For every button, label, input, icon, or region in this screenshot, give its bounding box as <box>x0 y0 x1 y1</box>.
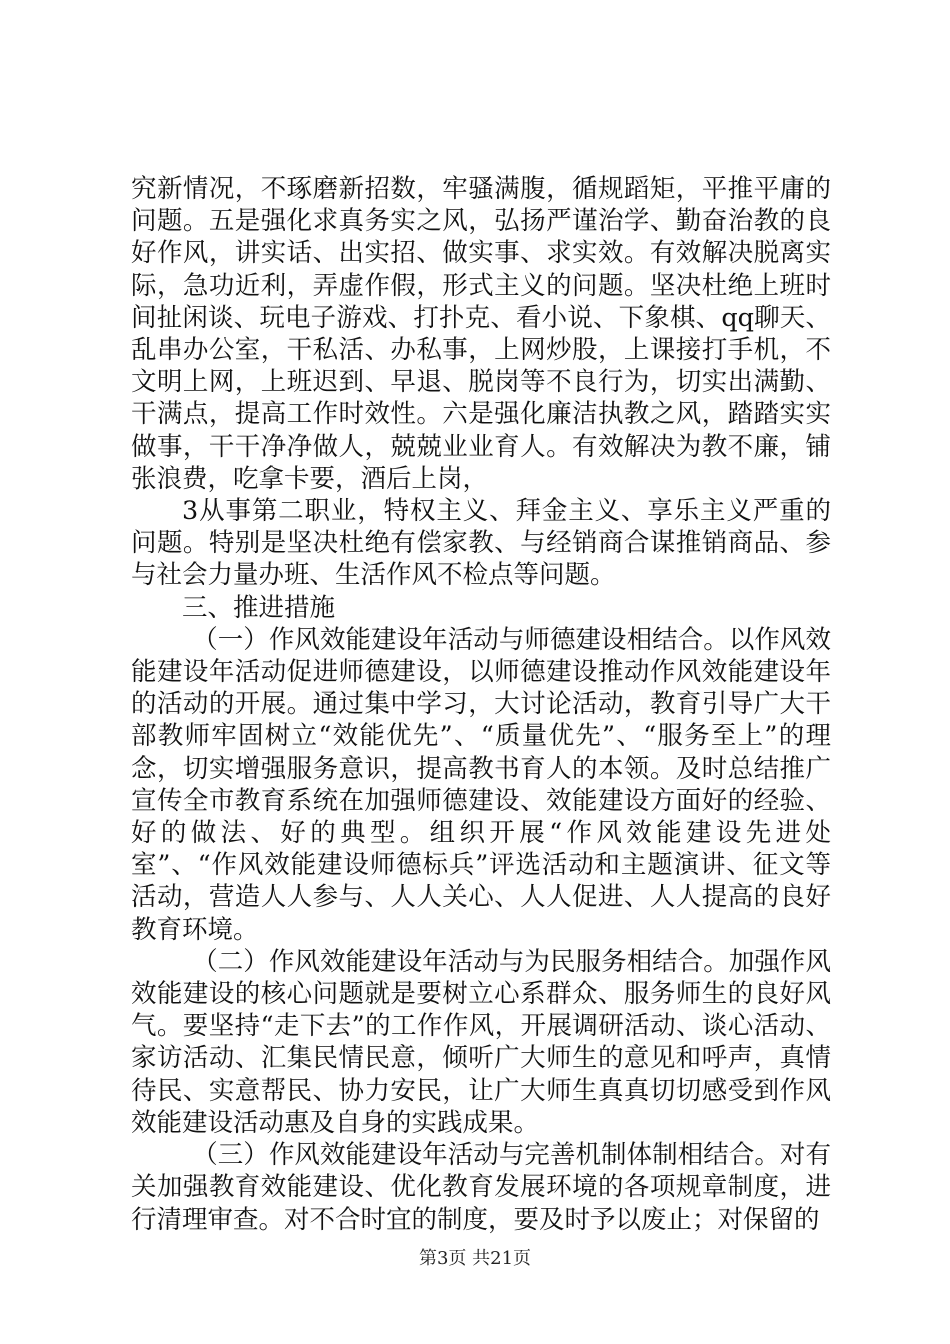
document-body <box>131 173 831 1236</box>
paragraph-measure-3: （三）作风效能建设年活动与完善机制体制相结合。对有关加强教育效能建设、优化教育发展环境的各项规章制度，进行清理审查。对不合时宜的制度，要及时予以废止；对保留的 <box>131 1140 831 1235</box>
paragraph-measure-2: （二）作风效能建设年活动与为民服务相结合。加强作风效能建设的核心问题就是要树立心系群众、服务师生的良好风气。要坚持“走下去”的工作作风，开展调研活动、谈心活动、家访活动、汇集民情民意，倾听广大师生的意见和呼声，真情待民、实意帮民、协力安民，让广大师生真真切切感受到作风效能建设活动惠及自身的实践成果。 <box>131 946 831 1138</box>
paragraph-continuation: 究新情况，不琢磨新招数，牢骚满腹，循规蹈矩，平推平庸的问题。五是强化求真务实之风，弘扬严谨治学、勤奋治教的良好作风，讲实话、出实招、做实事、求实效。有效解决脱离实际，急功近利，弄虚作假，形式主义的问题。坚决杜绝上班时间扯闲谈、玩电子游戏、打扑克、看小说、下象棋、qq聊天、乱串办公室，干私活、办私事，上网炒股，上课接打手机，不文明上网，上班迟到、早退、脱岗等不良行为，切实出满勤、干满点，提高工作时效性。六是强化廉洁执教之风，踏踏实实做事，干干净净做人，兢兢业业育人。有效解决为教不廉，铺张浪费，吃拿卡要，酒后上岗， <box>131 174 831 494</box>
section-heading: 三、推进措施 <box>182 592 336 623</box>
page-number-footer: 第3页 共21页 <box>418 1248 532 1269</box>
paragraph-item-3: 3从事第二职业，特权主义、拜金主义、享乐主义严重的问题。特别是坚决杜绝有偿家教、与经销商合谋推销商品、参与社会力量办班、生活作风不检点等问题。 <box>131 496 831 591</box>
paragraph-measure-1: （一）作风效能建设年活动与师德建设相结合。以作风效能建设年活动促进师德建设，以师德建设推动作风效能建设年的活动的开展。通过集中学习，大讨论活动，教育引导广大干部教师牢固树立“效能优先”、“质量优先”、“服务至上”的理念，切实增强服务意识，提高教书育人的本领。及时总结推广宣传全市教育系统在加强师德建设、效能建设方面好的经验、好的做法、好的典型。组织开展“作风效能建设先进处室”、“作风效能建设师德标兵”评选活动和主题演讲、征文等活动，营造人人参与、人人关心、人人促进、人人提高的良好教育环境。 <box>131 624 831 945</box>
